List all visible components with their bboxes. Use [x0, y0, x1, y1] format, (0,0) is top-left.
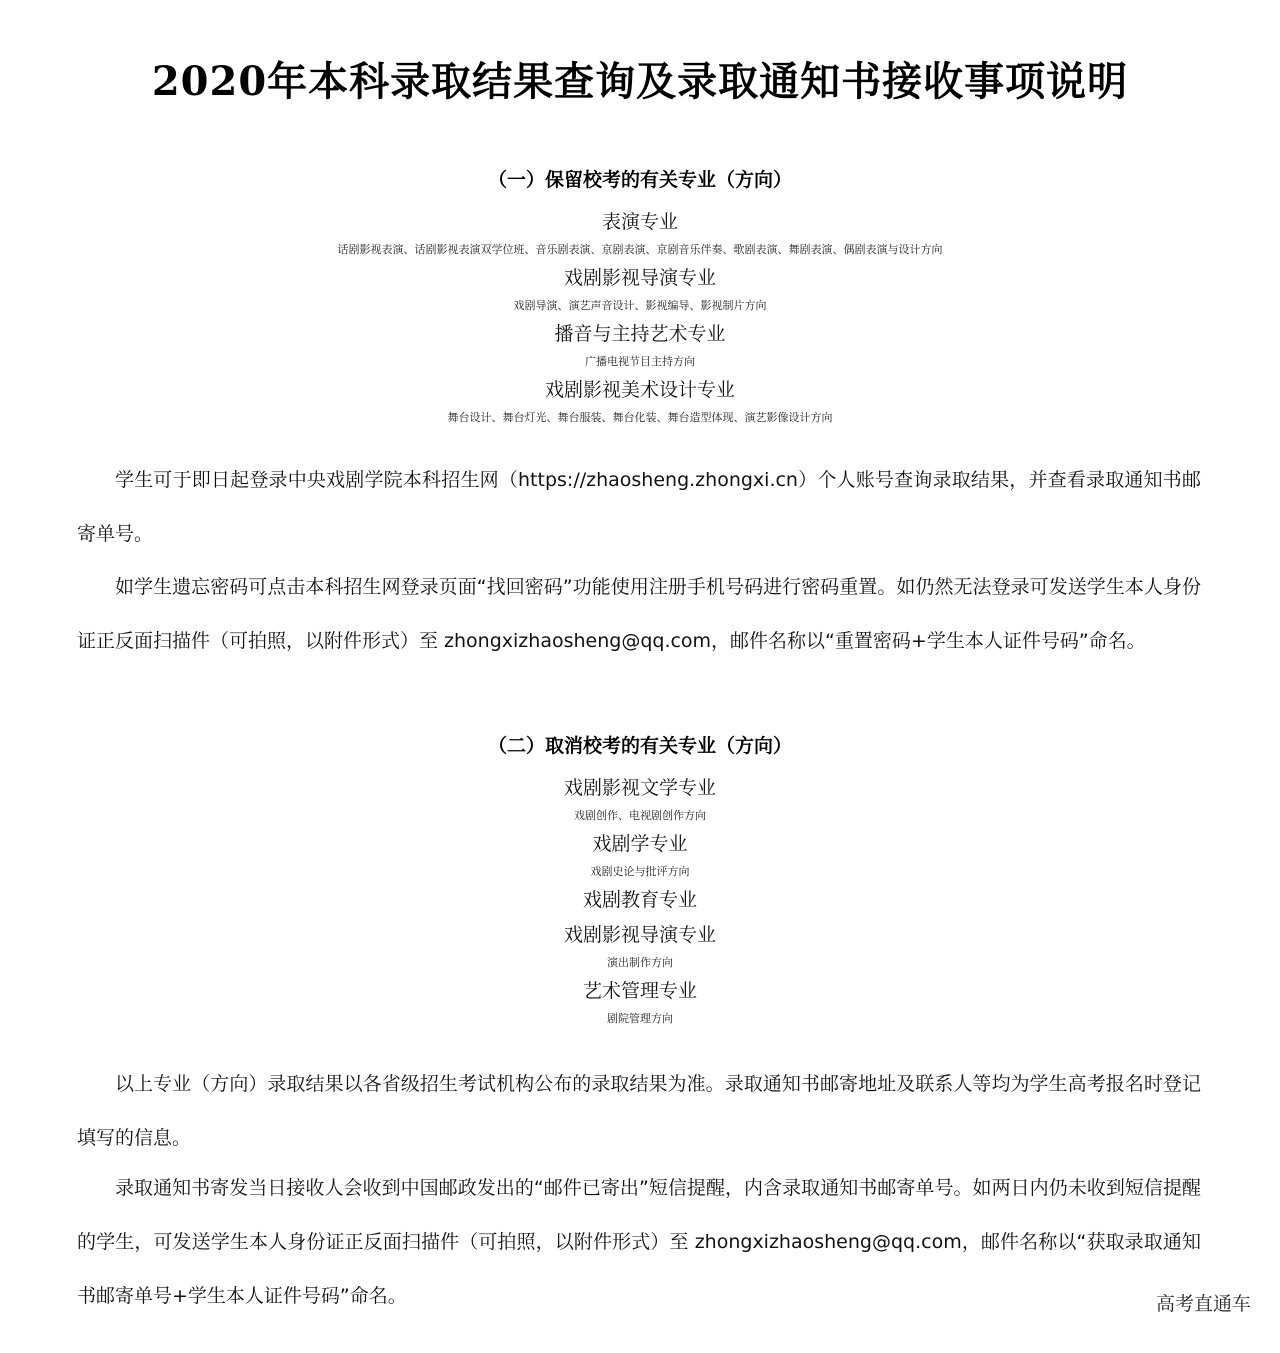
major-directions: 广播电视节目主持方向	[585, 355, 695, 368]
section1-heading: （一）保留校考的有关专业（方向）	[487, 169, 792, 191]
major-name: 戏剧影视导演专业	[563, 267, 716, 289]
major-directions: 演出制作方向	[607, 956, 673, 969]
major-name: 播音与主持艺术专业	[554, 323, 726, 345]
paragraph-query-results: 学生可于即日起登录中央戏剧学院本科招生网（https://zhaosheng.zhongxi.cn）个人账号查询录取结果，并查看录取通知书邮寄单号。	[77, 469, 1201, 545]
section2-major-list	[0, 774, 1280, 1033]
section1-major-list	[0, 208, 1280, 432]
section2-heading: （二）取消校考的有关专业（方向）	[487, 735, 792, 757]
paragraph-password-reset: 如学生遗忘密码可点击本科招生网登录页面“找回密码”功能使用注册手机号码进行密码重置。如仍然无法登录可发送学生本人身份证正反面扫描件（可拍照，以附件形式）至 zhongxizhaosheng@qq.com，邮件名称以“重置密码+学生本人证件号码”命名。	[77, 576, 1201, 652]
major-name: 戏剧教育专业	[582, 889, 697, 911]
major-name: 戏剧影视美术设计专业	[544, 379, 735, 401]
major-name: 表演专业	[601, 211, 678, 233]
major-directions: 话剧影视表演、话剧影视表演双学位班、音乐剧表演、京剧表演、京剧音乐伴奏、歌剧表演、舞剧表演、偶剧表演与设计方向	[337, 243, 943, 256]
major-name: 戏剧影视导演专业	[563, 924, 716, 946]
document-title: 2020年本科录取结果查询及录取通知书接收事项说明	[151, 58, 1129, 105]
major-directions: 戏剧创作、电视剧创作方向	[574, 809, 706, 822]
major-name: 艺术管理专业	[582, 980, 697, 1002]
major-directions: 戏剧导演、演艺声音设计、影视编导、影视制片方向	[513, 299, 767, 312]
major-name: 戏剧影视文学专业	[563, 777, 716, 799]
paragraph-results-basis: 以上专业（方向）录取结果以各省级招生考试机构公布的录取结果为准。录取通知书邮寄地址及联系人等均为学生高考报名时登记填写的信息。	[77, 1073, 1201, 1149]
major-directions: 剧院管理方向	[607, 1012, 673, 1025]
major-directions: 戏剧史论与批评方向	[590, 865, 690, 878]
major-directions: 舞台设计、舞台灯光、舞台服装、舞台化装、舞台造型体现、演艺影像设计方向	[447, 411, 833, 424]
paragraph-mail-notice: 录取通知书寄发当日接收人会收到中国邮政发出的“邮件已寄出”短信提醒，内含录取通知书邮寄单号。如两日内仍未收到短信提醒的学生，可发送学生本人身份证正反面扫描件（可拍照，以附件形式）至 zhongxizhaosheng@qq.com，邮件名称以“获取录取通知书邮寄单号+学生本人证件号码”命名。	[77, 1177, 1201, 1307]
watermark-label: 高考直通车	[1155, 1293, 1251, 1315]
major-name: 戏剧学专业	[592, 833, 688, 855]
